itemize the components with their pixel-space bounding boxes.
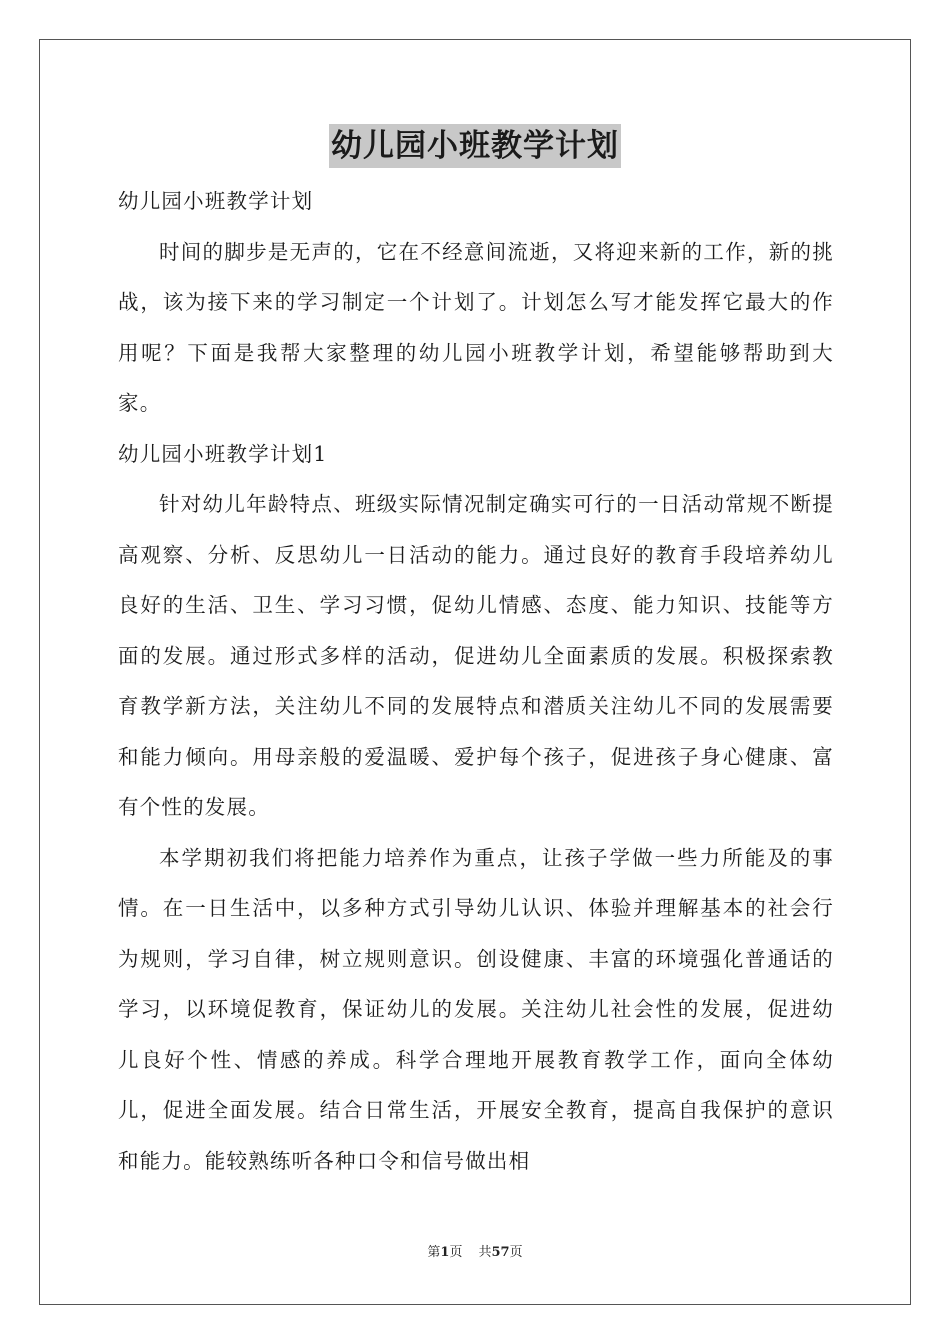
page-footer: [0, 1243, 950, 1263]
document-body: [118, 176, 834, 1186]
page-label-suffix: 页: [449, 1245, 463, 1260]
total-label-prefix: 共: [478, 1245, 492, 1260]
body-paragraph: 针对幼儿年龄特点、班级实际情况制定确实可行的一日活动常规不断提高观察、分析、反思幼儿一日活动的能力。通过良好的教育手段培养幼儿良好的生活、卫生、学习习惯，促幼儿情感、态度、能力知识、技能等方面的发展。通过形式多样的活动，促进幼儿全面素质的发展。积极探索教育教学新方法，关注幼儿不同的发展特点和潜质关注幼儿不同的发展需要和能力倾向。用母亲般的爱温暖、爱护每个孩子，促进孩子身心健康、富有个性的发展。: [118, 492, 834, 819]
total-label-suffix: 页: [509, 1245, 523, 1260]
page-number: 1: [440, 1245, 450, 1260]
total-pages: 57: [491, 1245, 510, 1260]
document-title: 幼儿园小班教学计划: [329, 124, 621, 168]
title-container: [0, 124, 950, 168]
section-heading: 幼儿园小班教学计划: [118, 189, 314, 213]
body-paragraph: 本学期初我们将把能力培养作为重点，让孩子学做一些力所能及的事情。在一日生活中，以多种方式引导幼儿认识、体验并理解基本的社会行为规则，学习自律，树立规则意识。创设健康、丰富的环境强化普通话的学习，以环境促教育，保证幼儿的发展。关注幼儿社会性的发展，促进幼儿良好个性、情感的养成。科学合理地开展教育教学工作，面向全体幼儿，促进全面发展。结合日常生活，开展安全教育，提高自我保护的意识和能力。能较熟练听各种口令和信号做出相: [118, 845, 834, 1173]
body-paragraph: 时间的脚步是无声的，它在不经意间流逝，又将迎来新的工作，新的挑战，该为接下来的学习制定一个计划了。计划怎么写才能发挥它最大的作用呢？下面是我帮大家整理的幼儿园小班教学计划，希望能够帮助到大家。: [118, 239, 834, 415]
section-heading: 幼儿园小班教学计划1: [118, 441, 328, 466]
page-label-prefix: 第: [427, 1245, 441, 1260]
